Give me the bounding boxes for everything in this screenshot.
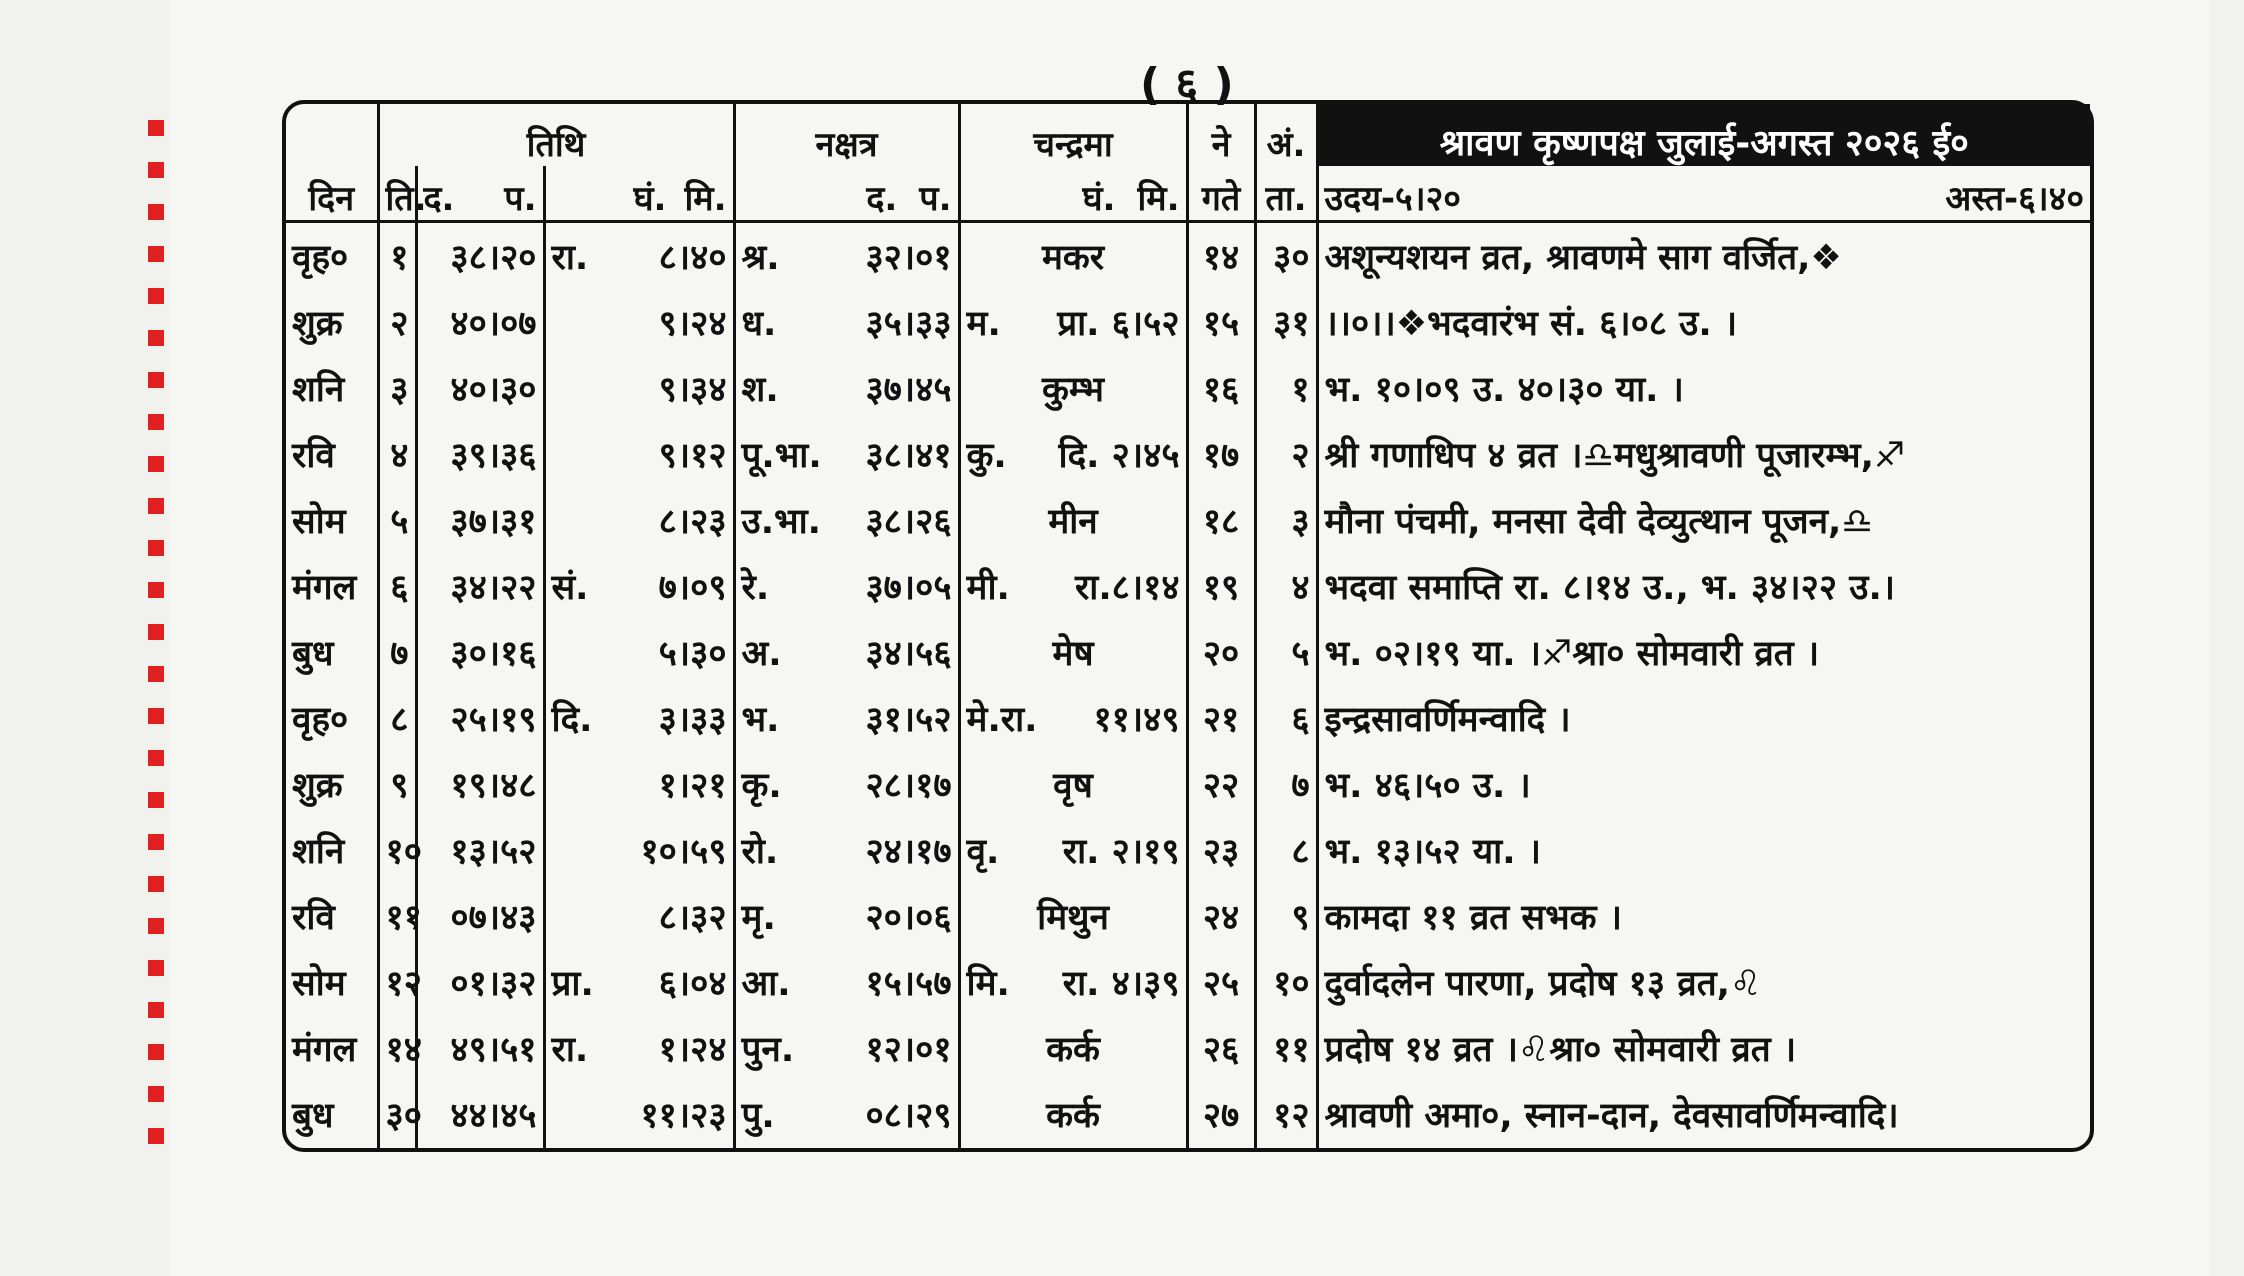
- tithi-dp: ३९।३६: [416, 421, 544, 487]
- date-cell: १: [1255, 355, 1317, 421]
- nakshatra-cell: कृ. २८।१७: [734, 752, 959, 818]
- table-row: [286, 950, 2090, 1016]
- nakshatra-cell: श्र. ३२।०१: [734, 222, 959, 290]
- date-cell: ६: [1255, 685, 1317, 751]
- tithi-number: ७: [378, 619, 416, 685]
- table-row: [286, 685, 2090, 751]
- note-cell: भ. ४६।५० उ. ।: [1317, 752, 2090, 818]
- note-cell: ।।०।।❖भदवारंभ सं. ६।०८ उ. ।: [1317, 289, 2090, 355]
- gate-cell: २३: [1187, 818, 1255, 884]
- chandrama-cell: कर्क: [959, 1082, 1187, 1148]
- tithi-dp: ०१।३२: [416, 950, 544, 1016]
- table-row: [286, 355, 2090, 421]
- day-cell: मंगल: [292, 1030, 357, 1071]
- table-row: [286, 1082, 2090, 1148]
- tithi-time: दि. ३।३३: [544, 685, 734, 751]
- day-cell: वृह०: [292, 700, 349, 740]
- tithi-dp: ३४।२२: [416, 553, 544, 619]
- table-row: [286, 553, 2090, 619]
- nakshatra-cell: मृ. २०।०६: [734, 884, 959, 950]
- table-row: [286, 487, 2090, 553]
- table-row: [286, 818, 2090, 884]
- chandrama-cell: मकर: [959, 222, 1187, 290]
- tithi-time: १।२१: [544, 752, 734, 818]
- note-cell: दुर्वादलेन पारणा, प्रदोष १३ व्रत,♌: [1317, 950, 2090, 1016]
- nakshatra-cell: ध. ३५।३३: [734, 289, 959, 355]
- tithi-dp: ४९।५१: [416, 1016, 544, 1082]
- chandrama-cell: मिथुन: [959, 884, 1187, 950]
- tithi-dp: ३०।१६: [416, 619, 544, 685]
- date-cell: १०: [1255, 950, 1317, 1016]
- nakshatra-cell: पू.भा. ३८।४१: [734, 421, 959, 487]
- col-ti: ति.: [378, 166, 416, 222]
- gate-cell: २६: [1187, 1016, 1255, 1082]
- tithi-number: ६: [378, 553, 416, 619]
- tithi-number: ४: [378, 421, 416, 487]
- gate-cell: १७: [1187, 421, 1255, 487]
- note-cell: कामदा ११ व्रत सभक ।: [1317, 884, 2090, 950]
- col-tithi: तिथि: [378, 104, 734, 166]
- table-row: [286, 289, 2090, 355]
- tithi-time: रा. ८।४०: [544, 222, 734, 290]
- note-cell: मौना पंचमी, मनसा देवी देव्युत्थान पूजन,♎: [1317, 487, 2090, 553]
- gate-cell: २५: [1187, 950, 1255, 1016]
- date-cell: ३१: [1255, 289, 1317, 355]
- tithi-dp: ३८।२०: [416, 222, 544, 290]
- tithi-time: ८।३२: [544, 884, 734, 950]
- date-cell: ७: [1255, 752, 1317, 818]
- tithi-time: रा. १।२४: [544, 1016, 734, 1082]
- date-cell: ३०: [1255, 222, 1317, 290]
- chandrama-cell: मेष: [959, 619, 1187, 685]
- tithi-number: ११: [378, 884, 416, 950]
- day-cell: रवि: [292, 435, 335, 476]
- sunrise: उदय-५।२०: [1324, 179, 1461, 219]
- col-ne: ने: [1187, 104, 1255, 166]
- gate-cell: २४: [1187, 884, 1255, 950]
- chandrama-cell: कर्क: [959, 1016, 1187, 1082]
- month-title: श्रावण कृष्णपक्ष जुलाई-अगस्त २०२६ ई०: [1317, 104, 2090, 166]
- table-row: [286, 421, 2090, 487]
- table-row: [286, 222, 2090, 290]
- chandrama-cell: वृ. रा. २।१९: [959, 818, 1187, 884]
- chandrama-cell: मी. रा.८।१४: [959, 553, 1187, 619]
- date-cell: २: [1255, 421, 1317, 487]
- note-cell: अशून्यशयन व्रत, श्रावणमे साग वर्जित,❖: [1317, 222, 2090, 290]
- day-cell: बुध: [292, 633, 334, 674]
- date-cell: ३: [1255, 487, 1317, 553]
- date-cell: १२: [1255, 1082, 1317, 1148]
- chandrama-cell: कुम्भ: [959, 355, 1187, 421]
- tithi-dp: ३७।३१: [416, 487, 544, 553]
- tithi-number: २: [378, 289, 416, 355]
- day-cell: शनि: [292, 832, 345, 873]
- tithi-time: ९।२४: [544, 289, 734, 355]
- day-cell: शनि: [292, 369, 345, 410]
- tithi-number: ३: [378, 355, 416, 421]
- note-cell: प्रदोष १४ व्रत ।♌श्रा० सोमवारी व्रत ।: [1317, 1016, 2090, 1082]
- nakshatra-cell: भ. ३१।५२: [734, 685, 959, 751]
- table-row: [286, 884, 2090, 950]
- col-ta: ता.: [1255, 166, 1317, 222]
- tithi-dp: ४०।०७: [416, 289, 544, 355]
- nakshatra-cell: रे. ३७।०५: [734, 553, 959, 619]
- day-cell: मंगल: [292, 567, 357, 608]
- gate-cell: १६: [1187, 355, 1255, 421]
- tithi-time: ९।३४: [544, 355, 734, 421]
- tithi-dp: ४४।४५: [416, 1082, 544, 1148]
- gate-cell: १८: [1187, 487, 1255, 553]
- gate-cell: १५: [1187, 289, 1255, 355]
- panchang-table: [282, 100, 2094, 1152]
- col-chandrama-gm: घं. मि.: [959, 166, 1187, 222]
- day-cell: शुक्र: [292, 766, 343, 807]
- day-cell: रवि: [292, 898, 335, 939]
- col-nakshatra: नक्षत्र: [734, 104, 959, 166]
- gate-cell: १९: [1187, 553, 1255, 619]
- chandrama-cell: मि. रा. ४।३९: [959, 950, 1187, 1016]
- note-cell: श्री गणाधिप ४ व्रत ।♎मधुश्रावणी पूजारम्भ,♐: [1317, 421, 2090, 487]
- gate-cell: २७: [1187, 1082, 1255, 1148]
- date-cell: ४: [1255, 553, 1317, 619]
- day-cell: सोम: [292, 501, 346, 542]
- col-chandrama: चन्द्रमा: [959, 104, 1187, 166]
- col-din: [286, 104, 378, 166]
- col-tithi-dp: द. प.: [416, 166, 544, 222]
- day-cell: सोम: [292, 964, 346, 1005]
- tithi-number: ३०: [378, 1082, 416, 1148]
- chandrama-cell: मीन: [959, 487, 1187, 553]
- tithi-time: ५।३०: [544, 619, 734, 685]
- table-row: [286, 752, 2090, 818]
- tithi-time: सं. ७।०९: [544, 553, 734, 619]
- tithi-number: ८: [378, 685, 416, 751]
- gate-cell: १४: [1187, 222, 1255, 290]
- day-cell: शुक्र: [292, 303, 343, 344]
- gate-cell: २१: [1187, 685, 1255, 751]
- note-cell: भ. ०२।१९ या. ।♐श्रा० सोमवारी व्रत ।: [1317, 619, 2090, 685]
- table-row: [286, 619, 2090, 685]
- tithi-number: ९: [378, 752, 416, 818]
- date-cell: ८: [1255, 818, 1317, 884]
- col-din-label: दिन: [286, 166, 378, 222]
- date-cell: ५: [1255, 619, 1317, 685]
- tithi-dp: ०७।४३: [416, 884, 544, 950]
- sun-times: [1317, 166, 2090, 222]
- tithi-time: प्रा. ६।०४: [544, 950, 734, 1016]
- day-cell: बुध: [292, 1096, 334, 1137]
- tithi-dp: २५।१९: [416, 685, 544, 751]
- gate-cell: २२: [1187, 752, 1255, 818]
- tithi-number: १०: [378, 818, 416, 884]
- day-cell: वृह०: [292, 237, 349, 278]
- col-tithi-gm: घं. मि.: [544, 166, 734, 222]
- tithi-dp: १९।४८: [416, 752, 544, 818]
- nakshatra-cell: उ.भा. ३८।२६: [734, 487, 959, 553]
- tithi-time: ८।२३: [544, 487, 734, 553]
- col-nakshatra-dp: द. प.: [734, 166, 959, 222]
- note-cell: भदवा समाप्ति रा. ८।१४ उ., भ. ३४।२२ उ.।: [1317, 553, 2090, 619]
- note-cell: श्रावणी अमा०, स्नान-दान, देवसावर्णिमन्वादि।: [1317, 1082, 2090, 1148]
- date-cell: ११: [1255, 1016, 1317, 1082]
- col-gate: गते: [1187, 166, 1255, 222]
- nakshatra-cell: रो. २४।१७: [734, 818, 959, 884]
- tithi-time: ९।१२: [544, 421, 734, 487]
- table-row: [286, 1016, 2090, 1082]
- nakshatra-cell: पुन. १२।०१: [734, 1016, 959, 1082]
- col-ang: अं.: [1255, 104, 1317, 166]
- tithi-dp: १३।५२: [416, 818, 544, 884]
- chandrama-cell: कु. दि. २।४५: [959, 421, 1187, 487]
- page-number: ( ६ ): [1140, 59, 1234, 110]
- nakshatra-cell: आ. १५।५७: [734, 950, 959, 1016]
- sunset: अस्त-६।४०: [1945, 179, 2084, 219]
- note-cell: भ. १३।५२ या. ।: [1317, 818, 2090, 884]
- tithi-dp: ४०।३०: [416, 355, 544, 421]
- tithi-time: १०।५९: [544, 818, 734, 884]
- note-cell: भ. १०।०९ उ. ४०।३० या. ।: [1317, 355, 2090, 421]
- tithi-number: १४: [378, 1016, 416, 1082]
- nakshatra-cell: अ. ३४।५६: [734, 619, 959, 685]
- chandrama-cell: मे.रा. ११।४९: [959, 685, 1187, 751]
- nakshatra-cell: श. ३७।४५: [734, 355, 959, 421]
- gate-cell: २०: [1187, 619, 1255, 685]
- tithi-number: १: [378, 222, 416, 290]
- note-cell: इन्द्रसावर्णिमन्वादि ।: [1317, 685, 2090, 751]
- tithi-time: ११।२३: [544, 1082, 734, 1148]
- date-cell: ९: [1255, 884, 1317, 950]
- binding-marks: [148, 120, 172, 1170]
- nakshatra-cell: पु. ०८।२९: [734, 1082, 959, 1148]
- tithi-number: १२: [378, 950, 416, 1016]
- tithi-number: ५: [378, 487, 416, 553]
- chandrama-cell: म. प्रा. ६।५२: [959, 289, 1187, 355]
- chandrama-cell: वृष: [959, 752, 1187, 818]
